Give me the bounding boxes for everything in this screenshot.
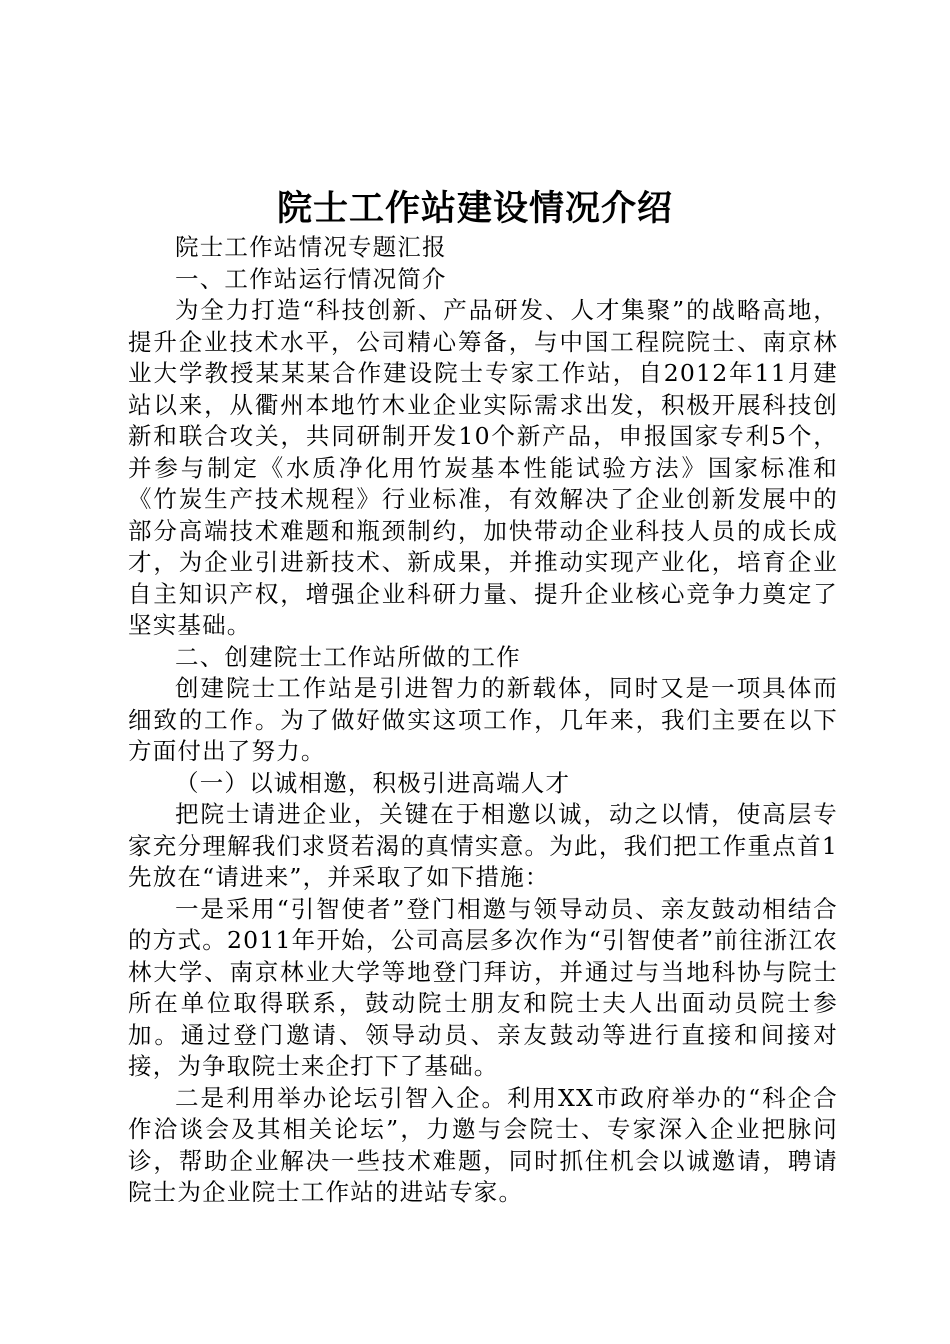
document-title: 院士工作站建设情况介绍: [276, 188, 673, 229]
body-paragraph: 一是采用“引智使者”登门相邀与领导动员、亲友鼓动相结合的方式。2011年开始，公司高层多次作为“引智使者”前往浙江农林大学、南京林业大学等地登门拜访，并通过与当地科协与院士所在单位取得联系，鼓动院士朋友和院士夫人出面动员院士参加。通过登门邀请、领导动员、亲友鼓动等进行直接和间接对接，为争取院士来企打下了基础。: [128, 894, 838, 1080]
section-heading-1: 一、工作站运行情况简介: [175, 264, 447, 293]
body-paragraph: 创建院士工作站是引进智力的新载体，同时又是一项具体而细致的工作。为了做好做实这项工作，几年来，我们主要在以下方面付出了努力。: [128, 674, 838, 765]
body-paragraph: 把院士请进企业，关键在于相邀以诚，动之以情，使高层专家充分理解我们求贤若渴的真情实意。为此，我们把工作重点首1先放在“请进来”，并采取了如下措施：: [128, 800, 838, 891]
body-paragraph: 为全力打造“科技创新、产品研发、人才集聚”的战略高地，提升企业技术水平，公司精心筹备，与中国工程院院士、南京林业大学教授某某某合作建设院士专家工作站，自2012年11月建站以来，从衢州本地竹木业企业实际需求出发，积极开展科技创新和联合攻关，共同研制开发10个新产品，申报国家专利5个，并参与制定《水质净化用竹炭基本性能试验方法》国家标准和《竹炭生产技术规程》行业标准，有效解决了企业创新发展中的部分高端技术难题和瓶颈制约，加快带动企业科技人员的成长成才，为企业引进新技术、新成果，并推动实现产业化，培育企业自主知识产权，增强企业科研力量、提升企业核心竞争力奠定了坚实基础。: [128, 296, 838, 639]
document-body: [128, 232, 838, 1209]
subsection-heading-1: （一）以诚相邀，积极引进高端人才: [175, 768, 571, 797]
section-heading-2: 二、创建院士工作站所做的工作: [175, 642, 521, 671]
body-paragraph: 二是利用举办论坛引智入企。利用XX市政府举办的“科企合作洽谈会及其相关论坛”，力邀与会院士、专家深入企业把脉问诊，帮助企业解决一些技术难题，同时抓住机会以诚邀请，聘请院士为企业院士工作站的进站专家。: [128, 1083, 838, 1206]
report-subtitle: 院士工作站情况专题汇报: [175, 233, 447, 261]
